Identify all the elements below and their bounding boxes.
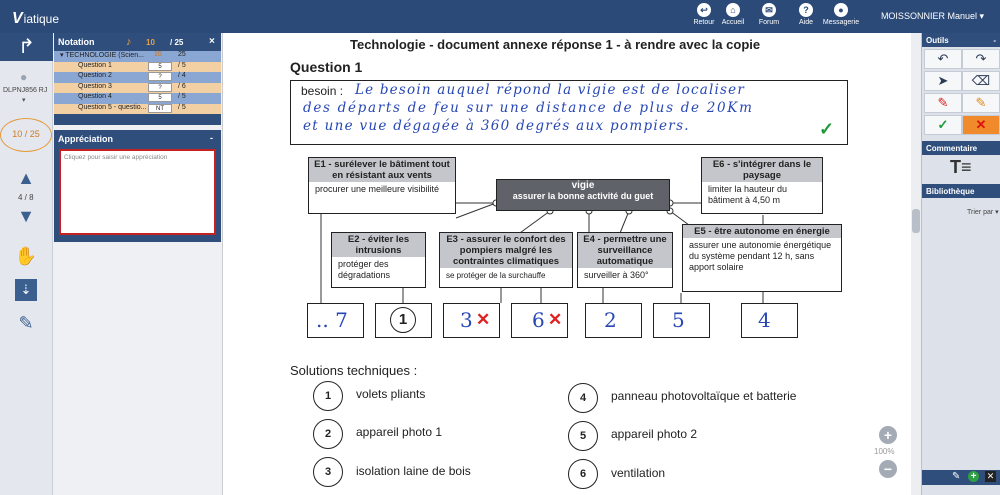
cross-tool-icon[interactable]: ✕: [962, 115, 1000, 135]
e2-title: E2 - éviter les intrusions: [332, 233, 425, 257]
score-input[interactable]: 5: [148, 62, 172, 71]
question-row-4[interactable]: Question 4 5 / 5: [54, 93, 221, 104]
solution-text: isolation laine de bois: [356, 464, 471, 478]
nav-messagerie-button[interactable]: ● Messagerie: [822, 5, 860, 26]
question-row-5[interactable]: Question 5 - questio... NT / 5: [54, 104, 221, 115]
solution-text: panneau photovoltaïque et batterie: [611, 389, 797, 403]
forum-icon: ✉: [762, 3, 776, 17]
e3-body: se protéger de la surchauffe: [446, 271, 546, 280]
answer-box: 3 ✕: [443, 303, 500, 338]
answer-box: 6 ✕: [511, 303, 568, 338]
solution-number: 5: [568, 421, 598, 451]
notation-panel: [54, 33, 221, 125]
mail-icon: ●: [834, 3, 848, 17]
nav-accueil-button[interactable]: ⌂ Accueil: [721, 5, 745, 26]
vigie-subtitle: assurer la bonne activité du guet: [512, 191, 654, 201]
back-icon: ↩: [697, 3, 711, 17]
wrong-mark-icon: ✕: [548, 310, 563, 329]
solution-text: appareil photo 2: [611, 427, 698, 441]
e4-body: surveiller à 360°: [584, 270, 649, 280]
check-tool-icon[interactable]: ✓: [924, 115, 962, 135]
check-mark-icon: ✓: [819, 119, 835, 139]
page-indicator: 4 / 8: [18, 193, 34, 202]
solution-text: ventilation: [611, 466, 666, 480]
scrollbar-thumb[interactable]: [912, 209, 920, 233]
answer-box: 4: [741, 303, 798, 338]
vigie-title: vigie: [571, 180, 595, 191]
red-pen-icon[interactable]: ✎: [924, 93, 962, 113]
undo-icon[interactable]: ↶: [924, 49, 962, 69]
document-title: Technologie - document annexe réponse 1 - à rendre avec la copie: [350, 37, 761, 52]
answer-box: .. 7: [307, 303, 364, 338]
appreciation-header: Appréciation -: [58, 133, 213, 144]
function-block-e1: [308, 157, 456, 214]
zoom-in-icon[interactable]: +: [879, 426, 897, 444]
nav-retour-button[interactable]: ↩ Retour: [693, 5, 715, 26]
vigie-block: [496, 179, 670, 211]
score-input[interactable]: 5: [148, 93, 172, 102]
e6-body: limiter la hauteur du bâtiment à 4,50 m: [708, 184, 788, 205]
zoom-out-icon[interactable]: −: [879, 460, 897, 478]
handwritten-line: des départs de feu sur une distance de plus de 20Km: [303, 100, 754, 116]
solution-number: 6: [568, 459, 598, 489]
question-row-2[interactable]: Question 2 ? / 4: [54, 72, 221, 83]
e4-title: E4 - permettre une surveillance automatique: [578, 233, 672, 268]
document-viewer[interactable]: [222, 33, 911, 495]
function-block-e5: [682, 224, 842, 292]
home-icon: ⌂: [726, 3, 740, 17]
notation-header: Notation ♪ 10 / 25 ×: [58, 36, 215, 48]
sort-dropdown[interactable]: Trier par ▾: [967, 209, 999, 216]
answer-box: 1: [375, 303, 432, 338]
location-pin-icon: ●: [20, 70, 28, 84]
score-input[interactable]: ?: [148, 72, 172, 81]
settings-icon[interactable]: ♪: [126, 36, 132, 48]
tree-root-row[interactable]: ▾ TECHNOLOGIE (Scien... 10 25: [54, 51, 221, 62]
collapse-icon[interactable]: -: [210, 133, 213, 143]
score-input[interactable]: ?: [148, 83, 172, 92]
edit-icon[interactable]: ✎: [952, 471, 961, 482]
collapse-icon[interactable]: -: [993, 36, 996, 45]
solution-number: 4: [568, 383, 598, 413]
appreciation-textarea[interactable]: Cliquez pour saisir une appréciation: [59, 149, 216, 235]
solution-number: 2: [313, 419, 343, 449]
function-block-e4: [577, 232, 673, 288]
solution-number: 3: [313, 457, 343, 487]
answer-box: 2: [585, 303, 642, 338]
add-icon[interactable]: +: [968, 471, 979, 482]
besoin-label: besoin :: [301, 84, 344, 98]
next-page-icon[interactable]: ▼: [17, 206, 35, 226]
question-row-1[interactable]: Question 1 5 / 5: [54, 62, 221, 73]
pencil-icon[interactable]: ✎: [18, 313, 34, 333]
app-logo: Viatique: [12, 10, 60, 27]
tools-panel: [921, 33, 1000, 495]
user-menu[interactable]: MOISSONNIER Manuel ▾: [880, 11, 984, 21]
close-icon[interactable]: ×: [209, 36, 215, 47]
answer-box: 5: [653, 303, 710, 338]
question-row-3[interactable]: Question 3 ? / 6: [54, 83, 221, 94]
function-block-e3: [439, 232, 573, 288]
download-icon[interactable]: ⇣: [15, 279, 37, 301]
candidate-id: DLPNJ856 RJ: [3, 87, 48, 94]
e1-body: procurer une meilleure visibilité: [315, 184, 440, 194]
appreciation-panel: [54, 130, 221, 242]
function-block-e2: [331, 232, 426, 288]
hand-tool-icon[interactable]: ✋: [14, 246, 38, 266]
e6-title: E6 - s'intégrer dans le paysage: [702, 158, 822, 182]
solution-text: volets pliants: [356, 387, 426, 401]
previous-page-icon[interactable]: ▲: [17, 168, 35, 188]
wrong-mark-icon: ✕: [476, 310, 491, 329]
solution-text: appareil photo 1: [356, 425, 443, 439]
e1-title: E1 - surélever le bâtiment tout en résistant aux vents: [309, 158, 455, 182]
handwritten-line: et une vue dégagée à 360 degrés aux pompiers.: [303, 118, 690, 134]
highlighter-icon[interactable]: ✎: [962, 93, 1000, 113]
outils-header: Outils -: [922, 33, 1000, 47]
chevron-down-icon[interactable]: ▾: [22, 97, 26, 104]
e2-body: protéger des dégradations: [338, 259, 391, 280]
zoom-level: 100%: [874, 447, 895, 456]
nav-aide-button[interactable]: ? Aide: [798, 5, 813, 26]
text-comment-icon[interactable]: T≡: [950, 157, 972, 177]
document-scrollbar[interactable]: [911, 33, 921, 495]
library-toolbar: [922, 470, 1000, 485]
redo-icon[interactable]: ↷: [962, 49, 1000, 69]
solutions-title: Solutions techniques :: [290, 363, 418, 378]
nav-forum-button[interactable]: ✉ Forum: [758, 5, 780, 26]
handwritten-line: Le besoin auquel répond la vigie est de localiser: [355, 82, 746, 98]
left-rail: [0, 33, 53, 495]
top-bar: [0, 0, 1000, 33]
e5-title: E5 - être autonome en énergie: [683, 225, 841, 238]
delete-icon[interactable]: ✕: [986, 471, 995, 481]
function-block-e6: [701, 157, 823, 214]
question-heading: Question 1: [290, 59, 363, 75]
navigate-arrow-icon[interactable]: ↱: [0, 33, 53, 61]
score-input[interactable]: NT: [148, 104, 172, 113]
score-badge: 10 / 25: [0, 118, 52, 152]
cursor-icon[interactable]: ➤: [924, 71, 962, 91]
eraser-icon[interactable]: ⌫: [962, 71, 1000, 91]
commentaire-header: Commentaire: [922, 141, 1000, 155]
e5-body: assurer une autonomie énergétique du système pendant 12 h, sans apport solaire: [689, 240, 832, 272]
solution-number: 1: [313, 381, 343, 411]
e3-title: E3 - assurer le confort des pompiers malgré les contraintes climatiques: [440, 233, 572, 268]
bibliotheque-header: Bibliothèque: [922, 184, 1000, 198]
help-icon: ?: [799, 3, 813, 17]
